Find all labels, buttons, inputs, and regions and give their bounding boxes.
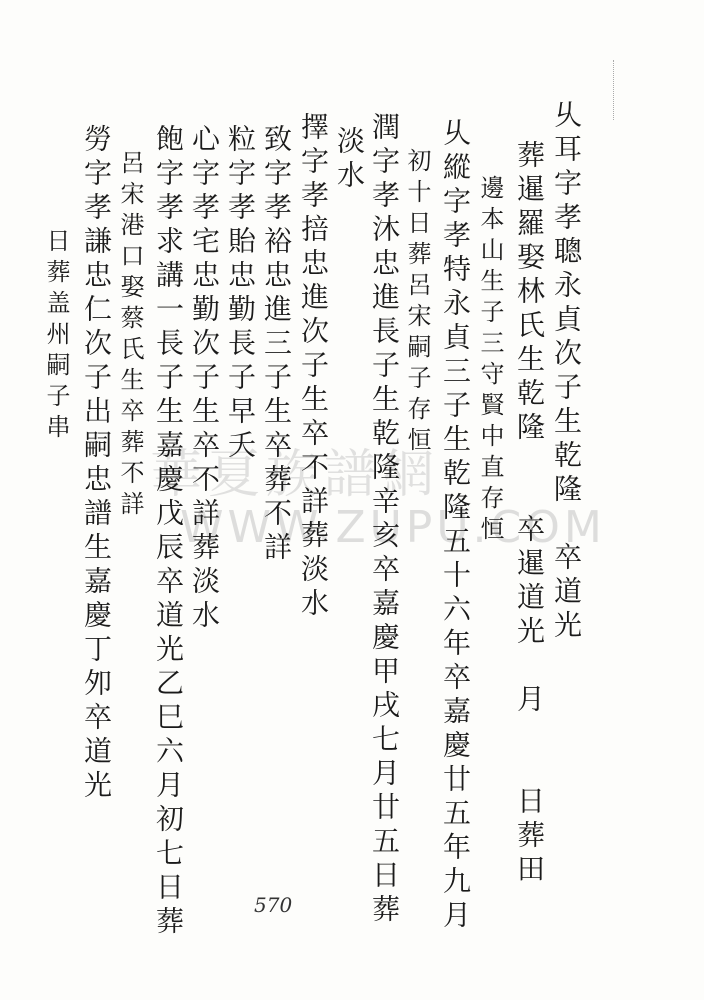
text-column-4: 乆縱字孝特永貞三子生乾隆五十六年卒嘉慶廿五年九月 — [439, 118, 472, 934]
text-column-8: 擇字孝掊忠進次子生卒不詳葬淡水 — [297, 112, 330, 622]
watermark-text: 華夏族譜網 — [150, 445, 441, 505]
text-column-5: 初十日葬呂宋嗣子存恒 — [403, 148, 431, 458]
text-column-3: 邊本山生子三守賢中直存恒 — [476, 175, 504, 547]
text-column-7: 淡水 — [333, 126, 366, 194]
text-column-2: 葬暹羅娶林氏生乾隆 卒暹道光 月 日葬田 — [513, 140, 546, 888]
page-number: 570 — [254, 893, 293, 917]
text-column-14: 勞字孝謙忠仁次子出嗣忠譜生嘉慶丁夘卒道光 — [80, 124, 113, 804]
page-edge-mark — [611, 60, 614, 120]
text-column-10: 粒字孝貽忠勤長子早夭 — [224, 124, 257, 464]
text-column-12: 飽字孝求講一長子生嘉慶戊辰卒道光乙巳六月初七日葬 — [152, 124, 185, 940]
text-column-15: 日葬盖州嗣子串 — [42, 228, 70, 445]
text-column-9: 致字孝裕忠進三子生卒葬不詳 — [260, 124, 293, 566]
text-column-13: 呂宋港口娶蔡氏生卒葬不詳 — [116, 150, 144, 522]
text-column-11: 心字孝宅忠勤次子生卒不詳葬淡水 — [188, 124, 221, 634]
watermark-url: WWW.ZUPU.COM — [180, 502, 606, 553]
text-column-6: 潤字孝沐忠進長子生乾隆辛亥卒嘉慶甲戌七月廿五日葬 — [368, 112, 401, 928]
text-column-1: 乆耳字孝聰永貞次子生乾隆 卒道光 — [550, 100, 583, 644]
